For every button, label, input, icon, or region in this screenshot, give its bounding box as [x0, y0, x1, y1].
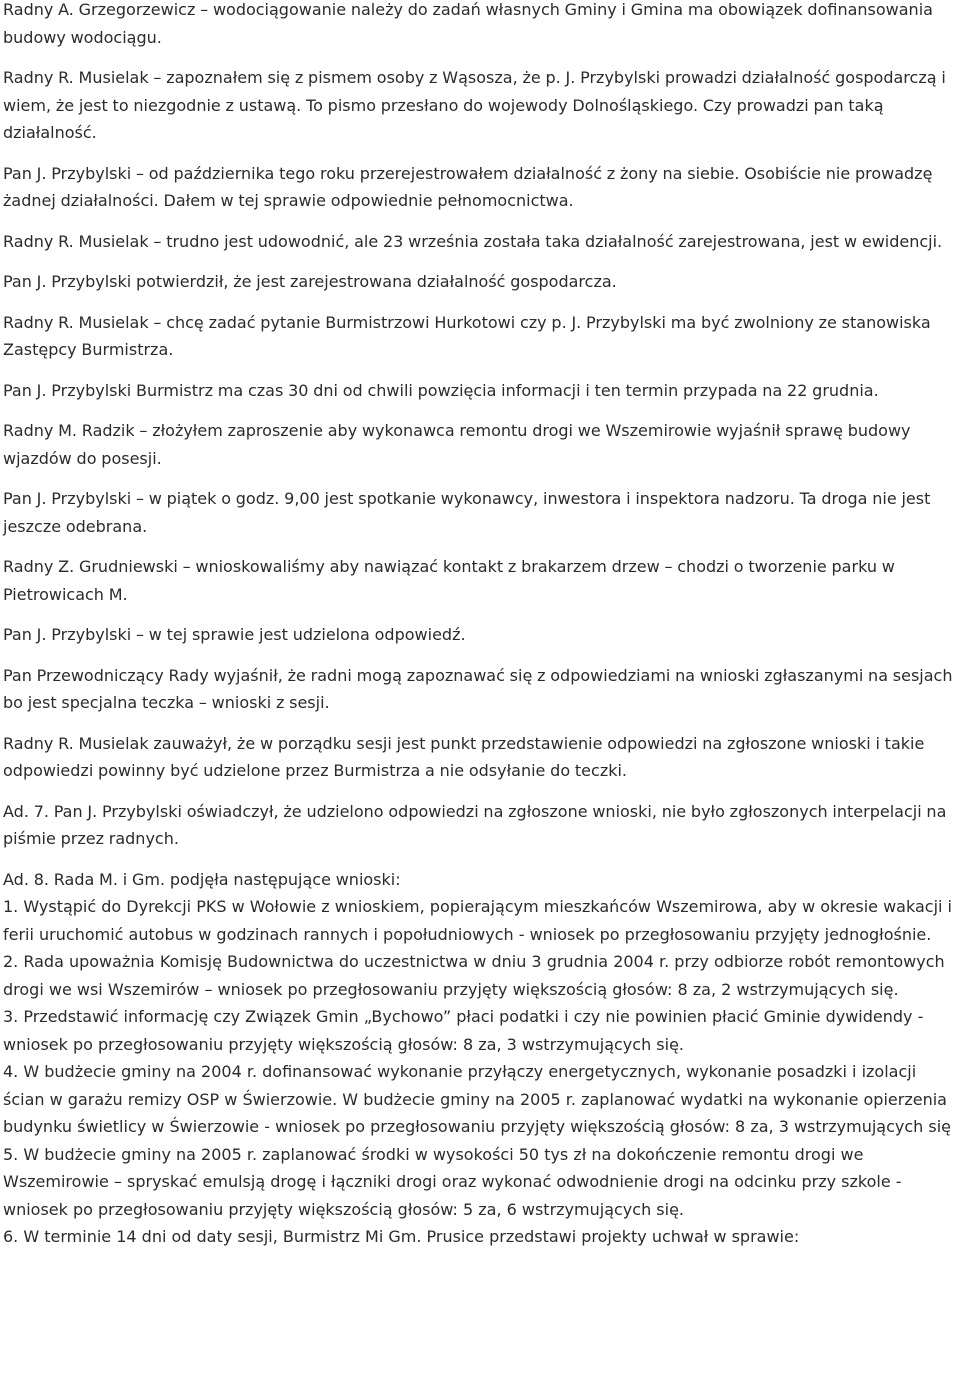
- paragraph: Radny R. Musielak – zapoznałem się z pismem osoby z Wąsosza, że p. J. Przybylski prowadzi działalność gospodarczą i wiem, że jest to niezgodnie z ustawą. To pismo przesłano do wojewody Dolnośląskiego. Czy prowadzi pan taką działalność.: [3, 68, 946, 142]
- paragraph: Radny Z. Grudniewski – wnioskowaliśmy aby nawiązać kontakt z brakarzem drzew – chodzi o tworzenie parku w Pietrowicach M.: [3, 557, 895, 604]
- list-item: 4. W budżecie gminy na 2004 r. dofinansować wykonanie przyłączy energetycznych, wykonanie posadzki i izolacji ścian w garażu remizy OSP w Świerzowie. W budżecie gminy na 2005 r. zaplanować wydatki na wykonanie opierzenia budynku świetlicy w Świerzowie - wniosek po przegłosowaniu przyjęty większością głosów: 8 za, 3 wstrzymujących się: [3, 1062, 951, 1136]
- motions-list: [3, 893, 958, 1251]
- paragraph: Pan J. Przybylski potwierdził, że jest zarejestrowana działalność gospodarcza.: [3, 272, 617, 291]
- paragraph: Pan J. Przybylski – od października tego roku przerejestrowałem działalność z żony na siebie. Osobiście nie prowadzę żadnej działalności. Dałem w tej sprawie odpowiednie pełnomocnictwa.: [3, 163, 933, 210]
- paragraph: Radny A. Grzegorzewicz – wodociągowanie należy do zadań własnych Gminy i Gmina ma obowiązek dofinansowania budowy wodociągu.: [3, 0, 933, 47]
- paragraph: Ad. 7. Pan J. Przybylski oświadczył, że udzielono odpowiedzi na zgłoszone wnioski, nie było zgłoszonych interpelacji na piśmie przez radnych.: [3, 801, 947, 848]
- paragraph: Radny R. Musielak – trudno jest udowodnić, ale 23 września została taka działalność zarejestrowana, jest w ewidencji.: [3, 231, 943, 251]
- paragraph: Pan J. Przybylski – w piątek o godz. 9,00 jest spotkanie wykonawcy, inwestora i inspektora nadzoru. Ta droga nie jest jeszcze odebrana.: [3, 489, 931, 536]
- paragraph: Radny R. Musielak zauważył, że w porządku sesji jest punkt przedstawienie odpowiedzi na zgłoszone wnioski i takie odpowiedzi powinny być udzielone przez Burmistrza a nie odsyłanie do teczki.: [3, 733, 925, 780]
- document-page: [3, 0, 958, 1251]
- ad8-heading: Ad. 8. Rada M. i Gm. podjęła następujące wnioski:: [3, 869, 401, 889]
- paragraph: Radny M. Radzik – złożyłem zaproszenie aby wykonawca remontu drogi we Wszemirowie wyjaśnił sprawę budowy wjazdów do posesji.: [3, 421, 911, 468]
- paragraph: Pan Przewodniczący Rady wyjaśnił, że radni mogą zapoznawać się z odpowiedziami na wnioski zgłaszanymi na sesjach bo jest specjalna teczka – wnioski z sesji.: [3, 665, 953, 712]
- list-item: 6. W terminie 14 dni od daty sesji, Burmistrz Mi Gm. Prusice przedstawi projekty uchwał w sprawie:: [3, 1227, 800, 1246]
- paragraph: Pan J. Przybylski Burmistrz ma czas 30 dni od chwili powzięcia informacji i ten termin przypada na 22 grudnia.: [3, 380, 879, 400]
- list-item: 5. W budżecie gminy na 2005 r. zaplanować środki w wysokości 50 tys zł na dokończenie remontu drogi we Wszemirowie – spryskać emulsją drogę i łączniki drogi oraz wykonać odwodnienie drogi na odcinku przy szkole - wniosek po przegłosowaniu przyjęty większością głosów: 5 za, 6 wstrzymujących się.: [3, 1144, 902, 1219]
- paragraph: Pan J. Przybylski – w tej sprawie jest udzielona odpowiedź.: [3, 625, 466, 644]
- paragraph: Radny R. Musielak – chcę zadać pytanie Burmistrzowi Hurkotowi czy p. J. Przybylski ma być zwolniony ze stanowiska Zastępcy Burmistrza.: [3, 312, 931, 359]
- list-item: 3. Przedstawić informację czy Związek Gmin „Bychowo” płaci podatki i czy nie powinien płacić Gminie dywidendy - wniosek po przegłosowaniu przyjęty większością głosów: 8 za, 3 wstrzymujących się.: [3, 1007, 924, 1054]
- list-item: 2. Rada upoważnia Komisję Budownictwa do uczestnictwa w dniu 3 grudnia 2004 r. przy odbiorze robót remontowych drogi we wsi Wszemirów – wniosek po przegłosowaniu przyjęty większością głosów: 8 za, 2 wstrzymujących się.: [3, 952, 945, 999]
- list-item: 1. Wystąpić do Dyrekcji PKS w Wołowie z wnioskiem, popierającym mieszkańców Wszemirowa, aby w okresie wakacji i ferii uruchomić autobus w godzinach rannych i popołudniowych - wniosek po przegłosowaniu przyjęty jednogłośnie.: [3, 897, 952, 944]
